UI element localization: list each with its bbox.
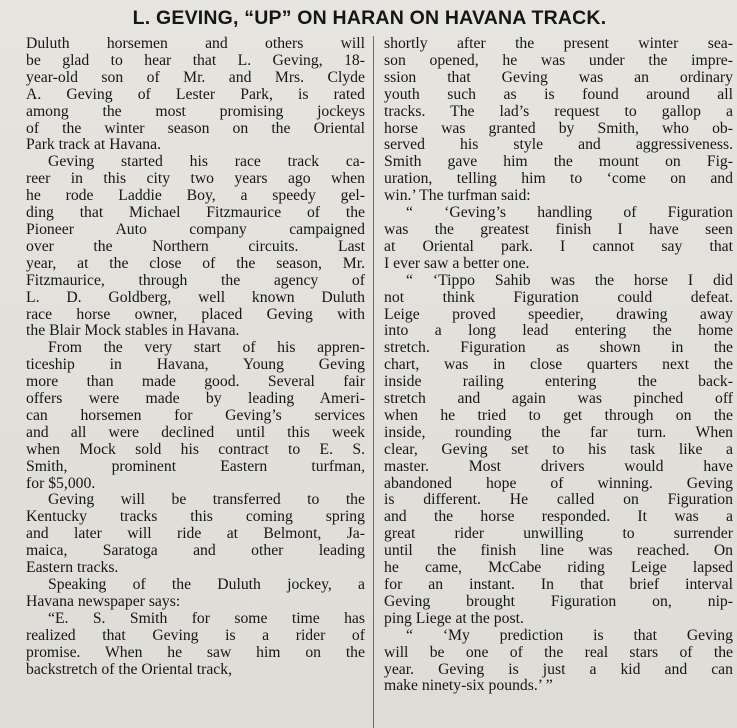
text-line: year. Geving is just a kid and can (384, 660, 733, 678)
text-line: Leige proved speedier, drawing away (384, 305, 733, 323)
text-line: ding that Michael Fitzmaurice of the (26, 204, 365, 222)
article-paragraph (26, 154, 365, 340)
text-line: not think Figuration could defeat. (384, 288, 733, 306)
text-line: inside, rounding the far turn. When (384, 423, 733, 441)
text-line: horse was granted by Smith, who ob- (384, 119, 733, 137)
text-line: A. Geving of Lester Park, is rated (26, 85, 365, 103)
text-line: maica, Saratoga and other leading (26, 542, 365, 560)
text-line: ticeship in Havana, Young Geving (26, 356, 365, 374)
text-line: into a long lead entering the home (384, 322, 733, 340)
text-line: L. D. Goldberg, well known Duluth (26, 288, 365, 306)
text-line: year-old son of Mr. and Mrs. Clyde (26, 68, 365, 86)
text-line: ssion that Geving was an ordinary (384, 68, 733, 86)
text-line: he came, McCabe riding Leige lapsed (384, 559, 733, 577)
text-line: I ever saw a better one. (384, 254, 530, 272)
text-line: “ ‘My prediction is that Geving (406, 626, 733, 644)
text-line: Fitzmaurice, through the agency of (26, 271, 365, 289)
article-paragraph (384, 273, 733, 628)
text-line: youth such as is found around all (384, 85, 733, 103)
text-line: the Blair Mock stables in Havana. (26, 322, 240, 340)
text-line: and all were declined until this week (26, 423, 365, 441)
text-line: served his style and aggressiveness. (384, 136, 733, 154)
text-line: year, at the close of the season, Mr. (26, 254, 365, 272)
text-line: “ ‘Geving’s handling of Figuration (406, 204, 733, 222)
text-line: stretch and again was pinched off (384, 390, 733, 408)
text-line: Pioneer Auto company campaigned (26, 220, 365, 238)
text-line: and the horse responded. It was a (384, 508, 733, 526)
text-line: chart, was in close quarters next the (384, 356, 733, 374)
text-line: Speaking of the Duluth jockey, a (48, 576, 365, 593)
headline: L. GEVING, “UP” ON HARAN ON HAVANA TRACK. (132, 7, 607, 29)
text-line: at Oriental park. I cannot say that (384, 237, 733, 255)
text-line: Kentucky tracks this coming spring (26, 508, 365, 526)
text-line: race horse owner, placed Geving with (26, 305, 365, 323)
article-paragraph (384, 628, 733, 696)
text-line: Eastern tracks. (26, 559, 119, 577)
text-line: master. Most drivers would have (384, 457, 733, 475)
text-line: clear, Geving set to his task like a (384, 440, 733, 458)
text-line: tracks. The lad’s request to gallop a (384, 102, 733, 120)
text-line: stretch. Figuration as shown in the (384, 339, 733, 357)
text-line: backstretch of the Oriental track, (26, 660, 233, 678)
text-line: will be one of the real stars of the (384, 643, 733, 661)
text-line: “E. S. Smith for some time has (48, 609, 365, 627)
text-line: uration, telling him to ‘come on and (384, 170, 733, 188)
text-line: ping Liege at the post. (384, 609, 524, 627)
text-line: until the finish line was reached. On (384, 542, 733, 560)
text-line: and later will ride at Belmont, Ja- (26, 525, 365, 543)
text-line: Havana newspaper says: (26, 592, 181, 610)
text-line: among the most promising jockeys (26, 102, 365, 120)
text-line: can horsemen for Geving’s services (26, 406, 365, 424)
text-line: of the winter season on the Oriental (26, 119, 365, 137)
article-paragraph (26, 340, 365, 492)
text-line: From the very start of his appren- (48, 339, 365, 357)
article-paragraph (26, 577, 365, 611)
text-line: make ninety-six pounds.’ ” (384, 677, 553, 695)
text-line: is different. He called on Figuration (384, 491, 733, 509)
text-line: more than made good. Several fair (26, 373, 365, 391)
text-line: Park track at Havana. (26, 136, 162, 154)
text-line: when Mock sold his contract to E. S. (26, 440, 365, 458)
text-line: son opened, he was under the impre- (384, 51, 733, 69)
article-columns (6, 36, 733, 728)
article-paragraph (26, 492, 365, 577)
text-line: for an instant. In that brief interval (384, 576, 733, 593)
text-line: Geving will be transferred to the (48, 491, 365, 509)
article-paragraph (26, 611, 365, 679)
text-line: “ ‘Tippo Sahib was the horse I did (406, 271, 733, 289)
text-line: be glad to hear that L. Geving, 18- (26, 51, 365, 69)
text-line: realized that Geving is a rider of (26, 626, 365, 644)
text-line: shortly after the present winter sea- (384, 36, 733, 52)
text-line: Geving brought Figuration on, nip- (384, 592, 733, 610)
text-line: he rode Laddie Boy, a speedy gel- (26, 187, 365, 205)
text-line: for $5,000. (26, 474, 96, 492)
article-paragraph (384, 36, 733, 205)
right-column (378, 36, 733, 728)
text-line: offers were made by leading Ameri- (26, 390, 365, 408)
text-line: was the greatest finish I have seen (384, 220, 733, 238)
text-line: when he tried to get through on the (384, 406, 733, 424)
text-line: Geving started his race track ca- (48, 153, 365, 171)
text-line: Smith, prominent Eastern turfman, (26, 457, 365, 475)
column-divider (373, 36, 374, 728)
text-line: abandoned hope of winning. Geving (384, 474, 733, 492)
text-line: inside railing entering the back- (384, 373, 733, 391)
article-paragraph (26, 36, 365, 154)
text-line: great rider unwilling to surrender (384, 525, 733, 543)
text-line: Duluth horsemen and others will (26, 36, 365, 52)
text-line: promise. When he saw him on the (26, 643, 365, 661)
text-line: reer in this city two years ago when (26, 170, 365, 188)
article-paragraph (384, 205, 733, 273)
left-column (6, 36, 371, 728)
text-line: Smith gave him the mount on Fig- (384, 153, 733, 171)
text-line: over the Northern circuits. Last (26, 237, 365, 255)
text-line: win.’ The turfman said: (384, 187, 531, 205)
